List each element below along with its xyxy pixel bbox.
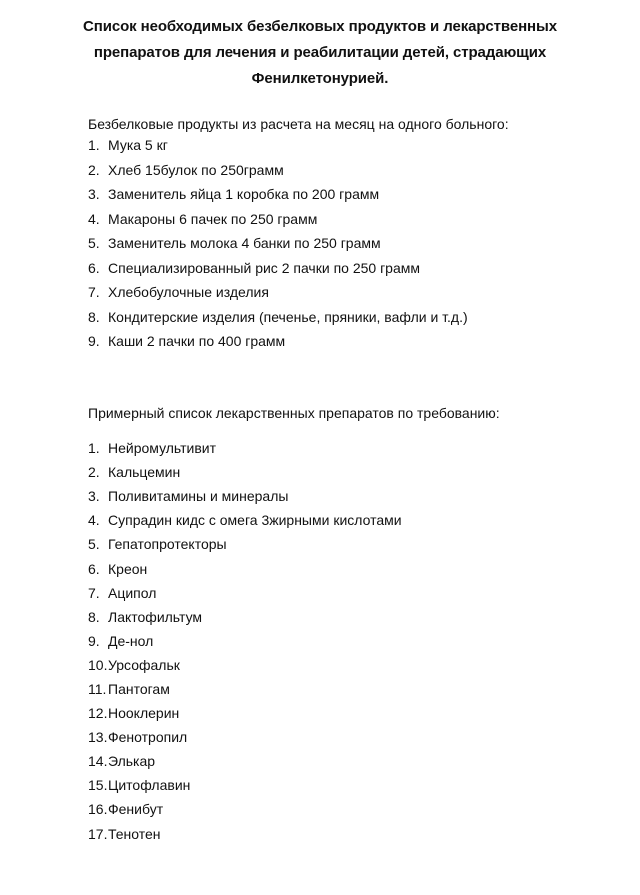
item-number: 9. xyxy=(88,632,100,649)
title-line-1: Список необходимых безбелковых продуктов и лекарственных xyxy=(83,18,557,35)
list-item xyxy=(88,773,402,797)
item-number: 1. xyxy=(88,137,100,154)
list-item xyxy=(88,677,402,701)
item-text: Мука 5 кг xyxy=(108,137,168,154)
list-item xyxy=(88,797,402,821)
list-item xyxy=(88,532,402,556)
list-item xyxy=(88,256,468,281)
item-number: 7. xyxy=(88,284,100,301)
products-list xyxy=(88,133,468,354)
item-number: 3. xyxy=(88,488,100,505)
list-item xyxy=(88,725,402,749)
item-text: Супрадин кидс с омега 3жирными кислотами xyxy=(108,512,402,529)
list-item xyxy=(88,133,468,158)
item-text: Лактофильтум xyxy=(108,608,203,625)
item-text: Урсофальк xyxy=(108,656,180,673)
list-item xyxy=(88,556,402,580)
item-number: 13. xyxy=(88,729,108,746)
list-item xyxy=(88,749,402,773)
list-item xyxy=(88,182,468,207)
list-item xyxy=(88,460,402,484)
list-item xyxy=(88,605,402,629)
list-item xyxy=(88,822,402,846)
item-number: 5. xyxy=(88,235,100,252)
list-item xyxy=(88,329,468,354)
item-text: Хлеб 15булок по 250грамм xyxy=(108,161,284,178)
list-item xyxy=(88,629,402,653)
item-number: 8. xyxy=(88,308,100,325)
item-text: Хлебобулочные изделия xyxy=(108,284,269,301)
title-line-3: Фенилкетонурией. xyxy=(251,70,389,87)
list-item xyxy=(88,158,468,183)
item-text: Цитофлавин xyxy=(108,777,191,794)
item-number: 3. xyxy=(88,186,100,203)
item-text: Пантогам xyxy=(108,680,170,697)
medications-heading: Примерный список лекарственных препаратов по требованию: xyxy=(88,405,500,421)
list-item xyxy=(88,581,402,605)
products-heading: Безбелковые продукты из расчета на месяц на одного больного: xyxy=(88,116,509,132)
item-text: Поливитамины и минералы xyxy=(108,488,289,505)
item-text: Макароны 6 пачек по 250 грамм xyxy=(108,210,318,227)
list-item xyxy=(88,484,402,508)
item-number: 4. xyxy=(88,210,100,227)
item-number: 6. xyxy=(88,259,100,276)
item-text: Нооклерин xyxy=(108,705,180,722)
item-text: Фенотропил xyxy=(108,729,188,746)
item-text: Заменитель яйца 1 коробка по 200 грамм xyxy=(108,186,380,203)
item-number: 9. xyxy=(88,333,100,350)
item-text: Фенибут xyxy=(108,801,164,818)
item-number: 10. xyxy=(88,656,108,673)
item-text: Креон xyxy=(108,560,148,577)
list-item xyxy=(88,508,402,532)
item-number: 14. xyxy=(88,753,108,770)
item-number: 11. xyxy=(88,680,107,697)
item-number: 6. xyxy=(88,560,100,577)
item-text: Каши 2 пачки по 400 грамм xyxy=(108,333,286,350)
document-title xyxy=(40,14,600,92)
title-line-2: препаратов для лечения и реабилитации детей, страдающих xyxy=(93,44,547,61)
item-number: 16. xyxy=(88,801,108,818)
item-number: 5. xyxy=(88,536,100,553)
item-text: Аципол xyxy=(108,584,157,601)
list-item xyxy=(88,231,468,256)
medications-list xyxy=(88,436,402,846)
list-item xyxy=(88,305,468,330)
item-text: Кондитерские изделия (печенье, пряники, вафли и т.д.) xyxy=(108,308,468,325)
item-number: 15. xyxy=(88,777,108,794)
item-text: Специализированный рис 2 пачки по 250 грамм xyxy=(108,259,420,276)
item-text: Нейромультивит xyxy=(108,440,217,457)
item-number: 12. xyxy=(88,705,108,722)
item-text: Заменитель молока 4 банки по 250 грамм xyxy=(108,235,381,252)
list-item xyxy=(88,436,402,460)
item-number: 17. xyxy=(88,825,108,842)
item-text: Де-нол xyxy=(108,632,154,649)
item-number: 8. xyxy=(88,608,100,625)
list-item xyxy=(88,701,402,725)
item-text: Элькар xyxy=(108,753,156,770)
item-text: Кальцемин xyxy=(108,464,181,481)
item-number: 2. xyxy=(88,161,100,178)
list-item xyxy=(88,280,468,305)
item-text: Тенотен xyxy=(108,825,161,842)
list-item xyxy=(88,207,468,232)
item-number: 2. xyxy=(88,464,100,481)
item-text: Гепатопротекторы xyxy=(108,536,227,553)
item-number: 4. xyxy=(88,512,100,529)
item-number: 1. xyxy=(88,440,100,457)
item-number: 7. xyxy=(88,584,100,601)
list-item xyxy=(88,653,402,677)
